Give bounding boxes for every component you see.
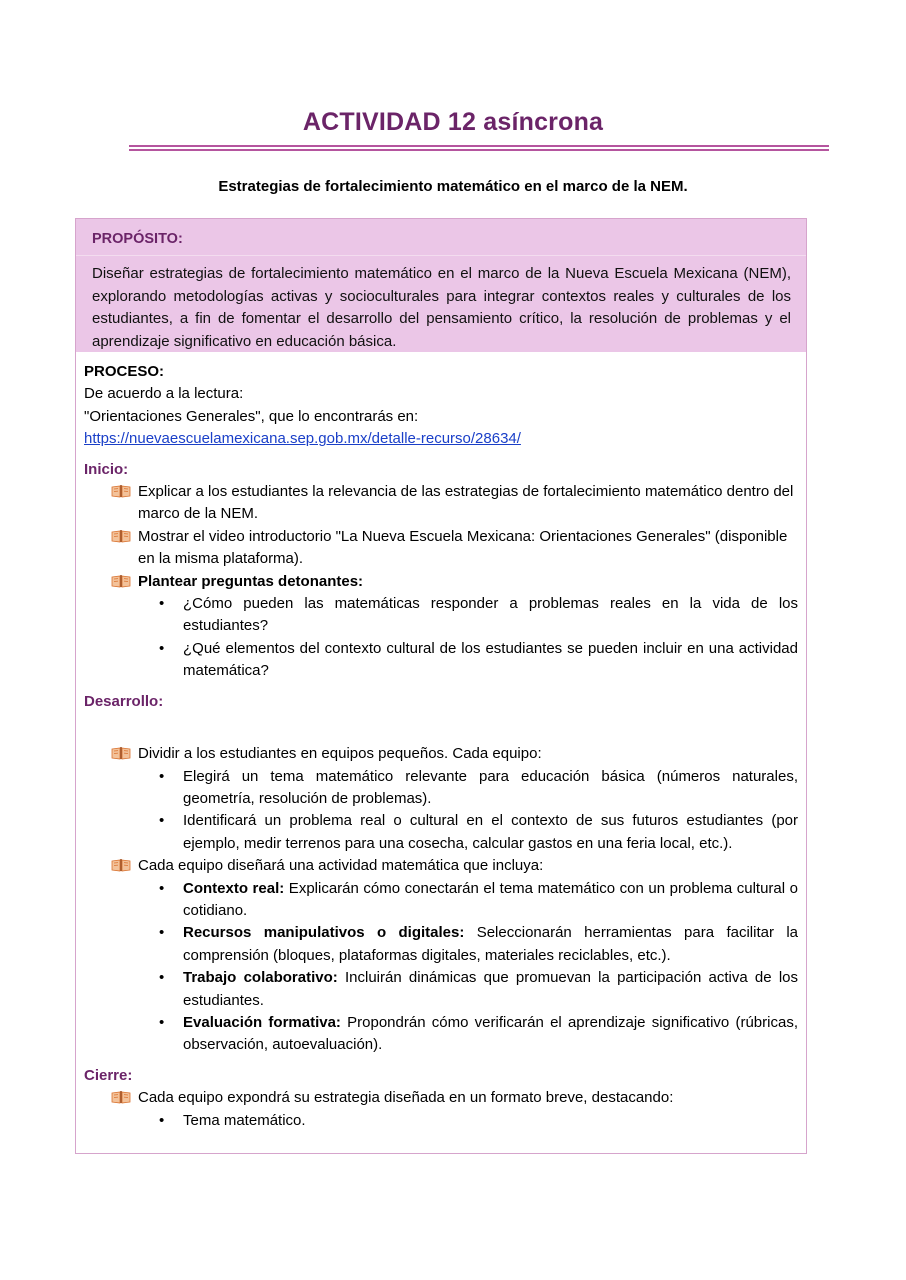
- title-rule-top: [129, 145, 829, 147]
- bullet-dot-icon: •: [159, 639, 165, 657]
- sub-list-item: • Elegirá un tema matemático relevante para educación básica (números naturales, geometría, resolución de problemas).: [159, 767, 798, 807]
- book-bullet-icon: [111, 529, 131, 543]
- resource-link[interactable]: https://nuevaescuelamexicana.sep.gob.mx/detalle-recurso/28634/: [84, 430, 521, 448]
- process-section: [76, 352, 806, 1132]
- purpose-section: [76, 219, 806, 352]
- bullet-dot-icon: •: [159, 1013, 165, 1031]
- sub-list-item: • Contexto real: Explicarán cómo conectarán el tema matemático con un problema cultural o cotidiano.: [159, 879, 798, 919]
- list-item: Cada equipo expondrá su estrategia diseñada en un formato breve, destacando:: [84, 1087, 798, 1109]
- activity-box: [75, 218, 807, 1154]
- sub-list-item: • ¿Cómo pueden las matemáticas responder a problemas reales en la vida de los estudiantes?: [159, 595, 798, 635]
- book-bullet-icon: [111, 858, 131, 872]
- purpose-text: Diseñar estrategias de fortalecimiento matemático en el marco de la Nueva Escuela Mexicana (NEM), explorando metodologías activas y socioculturales para integrar contextos reales y culturales de los estudiantes, a fin de fomentar el desarrollo del pensamiento crítico, la resolución de problemas y el aprendizaje significativo en educación básica.: [92, 265, 791, 350]
- list-item: Plantear preguntas detonantes:: [84, 571, 798, 593]
- list-item: Cada equipo diseñará una actividad matemática que incluya:: [84, 855, 798, 877]
- bullet-dot-icon: •: [159, 924, 165, 942]
- process-line-1: De acuerdo a la lectura:: [84, 385, 244, 403]
- bullet-dot-icon: •: [159, 1111, 165, 1129]
- process-line-2: "Orientaciones Generales", que lo encontrarás en:: [84, 407, 419, 425]
- inicio-label: Inicio:: [84, 460, 129, 478]
- sub-list-item: • Recursos manipulativos o digitales: Seleccionarán herramientas para facilitar la comprensión (bloques, plataformas digitales, materiales reciclables, etc.).: [159, 924, 798, 964]
- page-title: ACTIVIDAD 12 asíncrona: [302, 108, 604, 136]
- bullet-dot-icon: •: [159, 767, 165, 785]
- sub-list-item: • Tema matemático.: [84, 1110, 798, 1132]
- title-rule-bottom: [129, 149, 829, 151]
- list-item: Explicar a los estudiantes la relevancia de las estrategias de fortalecimiento matemático dentro del marco de la NEM.: [84, 481, 798, 526]
- purpose-divider: [76, 255, 806, 256]
- book-bullet-icon: [111, 1090, 131, 1104]
- purpose-label: PROPÓSITO:: [92, 231, 183, 247]
- book-bullet-icon: [111, 574, 131, 588]
- page-subtitle: Estrategias de fortalecimiento matemático en el marco de la NEM.: [218, 178, 688, 195]
- bullet-dot-icon: •: [159, 969, 165, 987]
- bullet-dot-icon: •: [159, 595, 165, 613]
- cierre-label: Cierre:: [84, 1066, 133, 1084]
- desarrollo-label: Desarrollo:: [84, 692, 164, 710]
- list-item: Mostrar el video introductorio "La Nueva Escuela Mexicana: Orientaciones Generales" (disponible en la misma plataforma).: [84, 526, 798, 571]
- process-label: PROCESO:: [84, 363, 165, 380]
- book-bullet-icon: [111, 484, 131, 498]
- bullet-dot-icon: •: [159, 879, 165, 897]
- sub-list-item: • Evaluación formativa: Propondrán cómo verificarán el aprendizaje significativo (rúbricas, observación, autoevaluación).: [159, 1013, 798, 1054]
- sub-list-item: • Trabajo colaborativo: Incluirán dinámicas que promuevan la participación activa de los estudiantes.: [159, 969, 798, 1009]
- book-bullet-icon: [111, 746, 131, 760]
- sub-list-item: • Identificará un problema real o cultural en el contexto de sus futuros estudiantes (por ejemplo, medir terrenos para una cosecha, calcular gastos en una feria local, etc.).: [159, 812, 798, 852]
- sub-list-item: • ¿Qué elementos del contexto cultural de los estudiantes se pueden incluir en una actividad matemática?: [159, 639, 798, 680]
- list-item: Dividir a los estudiantes en equipos pequeños. Cada equipo:: [84, 743, 798, 765]
- bullet-dot-icon: •: [159, 812, 165, 830]
